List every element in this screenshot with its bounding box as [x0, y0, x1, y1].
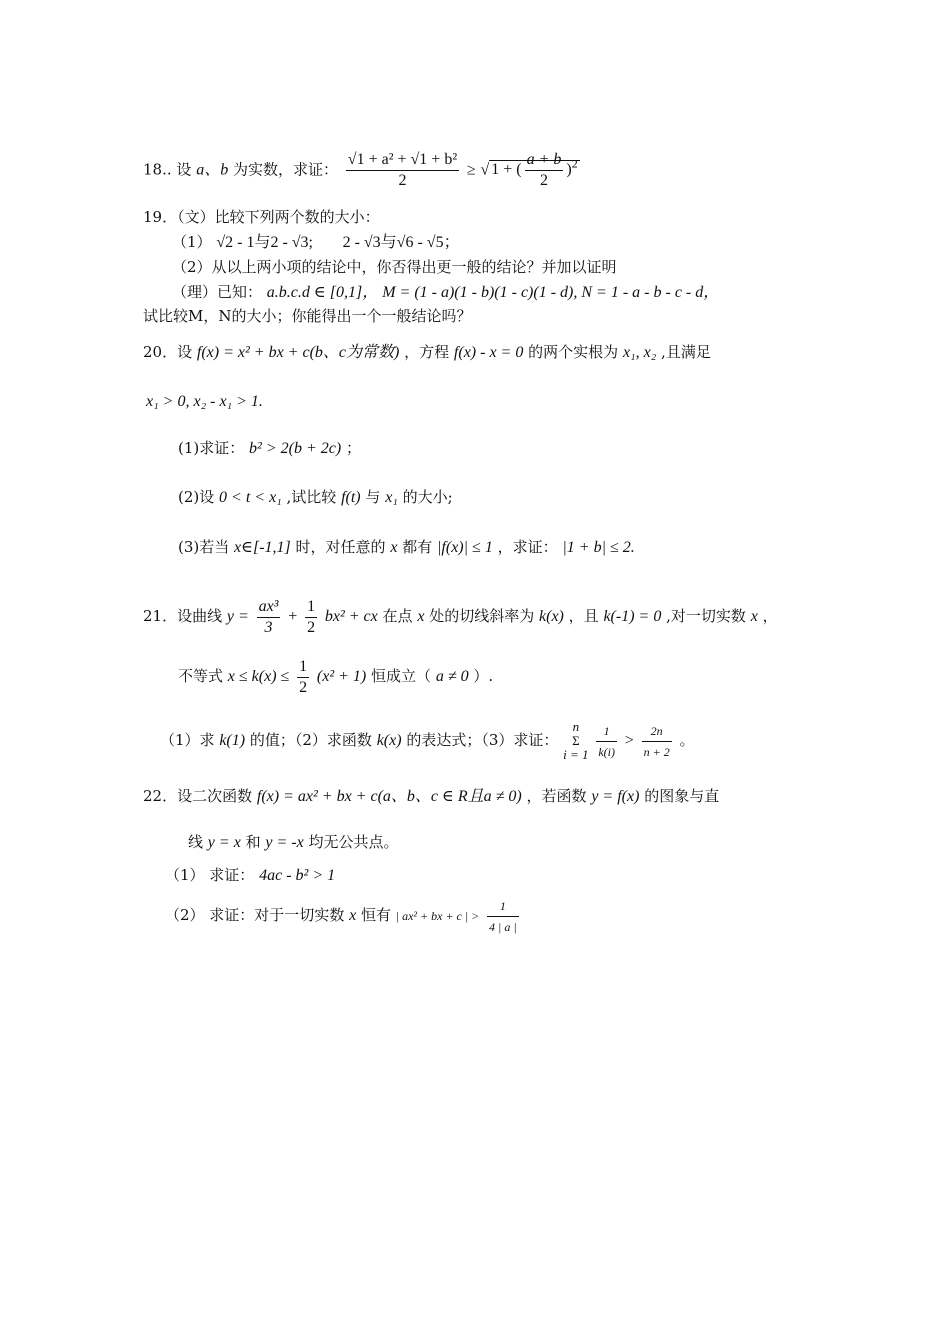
problem-20-q3: [178, 537, 635, 558]
problem-21-k1: k(1): [219, 732, 246, 749]
problem-18-rhs-denominator: 2: [540, 172, 548, 190]
problem-21-ineq-label: 不等式: [178, 667, 224, 685]
problem-20-q2-x1: x₁: [385, 489, 398, 506]
problem-18-vars: a、b: [196, 161, 229, 179]
problem-22-q1-label: （1） 求证：: [165, 866, 255, 884]
problem-19-li-label: （理）已知：: [172, 283, 263, 301]
problem-20-q1: [178, 438, 361, 459]
problem-19-li-expr: a.b.c.d ∈ [0,1]， M = (1 - a)(1 - b)(1 - c)(1 - d), N = 1 - a - b - c - d，: [266, 284, 720, 301]
problem-22-q1-expr: 4ac - b² > 1: [259, 867, 336, 884]
problem-20-q2-text-c: 的大小;: [402, 488, 453, 506]
problem-21-kx-b: k(x): [376, 732, 402, 749]
problem-20-q2-text-a: ,试比较: [286, 488, 337, 506]
problem-22-text-c: 均无公共点。: [308, 833, 399, 851]
problem-20-q3-label: (3)若当: [178, 538, 230, 556]
problem-19-line-4: [172, 282, 719, 303]
problem-22-function: f(x) = ax² + bx + c(a、b、c ∈ R且a ≠ 0): [256, 788, 522, 805]
problem-21-ineq-right: (x² + 1): [316, 668, 367, 685]
problem-18-rhs: √ 1 + ( $\frac{a + b}{2}$ )$^2$: [480, 151, 578, 190]
problem-20-q3-domain: x∈[-1,1]: [234, 539, 291, 556]
problem-22-q2: [165, 893, 522, 938]
problem-20-q3-x: x: [390, 539, 398, 556]
problem-21-sum-sign: Σ: [572, 733, 580, 748]
problem-21-sum-bottom: i = 1: [563, 747, 589, 762]
problem-21-line-2: [178, 652, 493, 701]
problem-20-q2-ft: f(t): [341, 489, 361, 506]
problem-20-q2-range: 0 < t < x₁: [219, 489, 282, 506]
problem-21-rhs-frac: [642, 721, 672, 762]
problem-22-y: y = f(x): [591, 788, 640, 805]
problem-22-line-word: 线: [188, 833, 204, 851]
problem-21-text-b: 处的切线斜率为: [429, 607, 535, 625]
problem-22-q2-expr: | ax² + bx + c | >: [395, 909, 480, 923]
problem-21-line-3: [160, 716, 695, 765]
problem-21-plus: +: [288, 608, 298, 625]
problem-18: [143, 140, 580, 194]
problem-22-q2-label: （2） 求证：对于一切实数: [165, 906, 345, 924]
problem-20-q1-label: (1)求证：: [178, 439, 245, 457]
problem-21-frac-2-num: 1: [305, 597, 317, 618]
problem-20-q1-end: ；: [345, 439, 361, 457]
problem-21-rhs-frac-den: n + 2: [643, 744, 670, 759]
problem-21-frac-2: [305, 597, 317, 638]
problem-18-lhs-numerator: √1 + a² + √1 + b²: [346, 150, 459, 171]
problem-21-frac-1-num: ax³: [257, 597, 281, 618]
problem-21-sum: [563, 720, 588, 762]
problem-22-q2-frac-den: 4 | a |: [489, 919, 517, 934]
problem-21-frac-2-den: 2: [307, 618, 316, 636]
problem-21-ineq-left: x ≤ k(x) ≤: [227, 668, 290, 685]
problem-22-q2-frac-num: 1: [487, 896, 519, 917]
problem-21-ineq-frac: [297, 657, 309, 698]
problem-22-line-1: [143, 778, 719, 815]
problem-19-item-1-expr-a: √2 - 1与2 - √3;: [216, 234, 313, 251]
problem-21-terms: bx² + cx: [324, 608, 378, 625]
problem-20-text-b: 的两个实根为: [528, 343, 619, 361]
problem-19-line-3: （2）从以上两小项的结论中，你否得出更一般的结论？并加以证明: [172, 258, 617, 276]
problem-21-q-label: （1）求: [160, 731, 215, 749]
problem-22-q2-x: x: [349, 907, 357, 924]
problem-20-q2: [178, 487, 453, 508]
problem-21-text-d: ,对一切实数: [666, 607, 746, 625]
problem-20-q3-text-a: 时，对任意的: [295, 538, 386, 556]
problem-22-text-b: 的图象与直: [644, 787, 720, 805]
problem-20-function: f(x) = x² + bx + c(b、c为常数): [196, 344, 400, 361]
problem-18-relation: ≥: [466, 161, 476, 179]
problem-21-q-text-b: 的表达式；（3）求证：: [406, 731, 559, 749]
problem-20-q1-expr: b² > 2(b + 2c): [249, 440, 342, 457]
problem-22-text-a: ，若函数: [526, 787, 587, 805]
problem-20-q3-text-b: 都有: [402, 538, 433, 556]
problem-21-sum-frac-den: k(i): [598, 744, 615, 759]
problem-20-text-a: ，方程: [404, 343, 450, 361]
problem-21-sum-top: n: [572, 719, 580, 734]
problem-20-equation: f(x) - x = 0: [453, 344, 524, 361]
problem-21-k-cond: k(-1) = 0: [603, 608, 662, 625]
problem-19-item-1-label: （1）: [172, 233, 212, 251]
problem-21-frac-1: [257, 597, 281, 638]
problem-21-y: y =: [226, 608, 249, 625]
problem-20-q3-goal: |1 + b| ≤ 2.: [562, 539, 635, 556]
problem-22-line-b: y = -x: [265, 834, 304, 851]
problem-21-ineq-cond: a ≠ 0: [435, 668, 469, 685]
problem-21-frac-1-den: 3: [264, 618, 273, 636]
problem-22-q2-frac: [487, 896, 519, 937]
problem-20-line-1: [143, 334, 711, 371]
problem-21-x-b: x: [750, 608, 758, 625]
problem-19-item-1-expr-b: 2 - √3与√6 - √5；: [342, 234, 460, 251]
problem-22-label: 22．设二次函数: [143, 787, 253, 805]
problem-18-number: 18..: [143, 160, 172, 179]
problem-21-comma: ，: [762, 607, 778, 625]
problem-22-q2-text: 恒有: [361, 906, 392, 924]
problem-21-ineq-frac-den: 2: [299, 678, 308, 696]
problem-21-end: 。: [679, 731, 695, 749]
problem-20-label: 20．设: [143, 343, 193, 361]
problem-19-line-5: 试比较M，N的大小；你能得出一个一般结论吗？: [143, 307, 472, 325]
problem-22-line-a: y = x: [207, 834, 241, 851]
problem-21-x-a: x: [417, 608, 425, 625]
problem-22-and: 和: [245, 833, 261, 851]
problem-18-text-a: 设: [176, 160, 192, 179]
problem-21-ineq-end: ）.: [473, 667, 494, 685]
problem-21-kx: k(x): [539, 608, 564, 625]
problem-20-q2-label: (2)设: [178, 488, 215, 506]
problem-18-lhs-fraction: [346, 150, 459, 191]
problem-20-q3-text-c: ，求证：: [497, 538, 558, 556]
problem-21-text-a: 在点: [382, 607, 413, 625]
problem-20-condition: x₁ > 0, x₂ - x₁ > 1.: [146, 393, 263, 410]
problem-19-line-1: 19．（文）比较下列两个数的大小：: [143, 208, 380, 226]
problem-18-lhs-denominator: 2: [398, 171, 407, 189]
problem-19-line-2: [172, 232, 460, 253]
problem-22-q1: [165, 865, 335, 886]
problem-18-rhs-numerator: a + b: [525, 150, 564, 171]
problem-18-text-b: 为实数，求证：: [233, 160, 339, 179]
problem-21-sum-frac: [596, 721, 617, 762]
problem-21-rhs-frac-num: 2n: [642, 721, 672, 742]
problem-20-text-c: ,且满足: [661, 343, 711, 361]
problem-21-ineq-text-a: 恒成立（: [371, 667, 432, 685]
problem-20-roots: x₁, x₂: [622, 344, 657, 361]
problem-20-q2-text-b: 与: [365, 488, 381, 506]
problem-21-line-1: [143, 592, 778, 641]
problem-21-ineq-frac-num: 1: [297, 657, 309, 678]
problem-21-sum-gt: >: [624, 732, 634, 749]
problem-20-q3-bound: |f(x)| ≤ 1: [437, 539, 493, 556]
problem-21-sum-frac-num: 1: [596, 721, 617, 742]
problem-21-q-text-a: 的值；（2）求函数: [249, 731, 372, 749]
problem-21-label: 21．设曲线: [143, 607, 223, 625]
problem-21-text-c: ，且: [568, 607, 599, 625]
problem-22-line-2: [188, 832, 399, 853]
